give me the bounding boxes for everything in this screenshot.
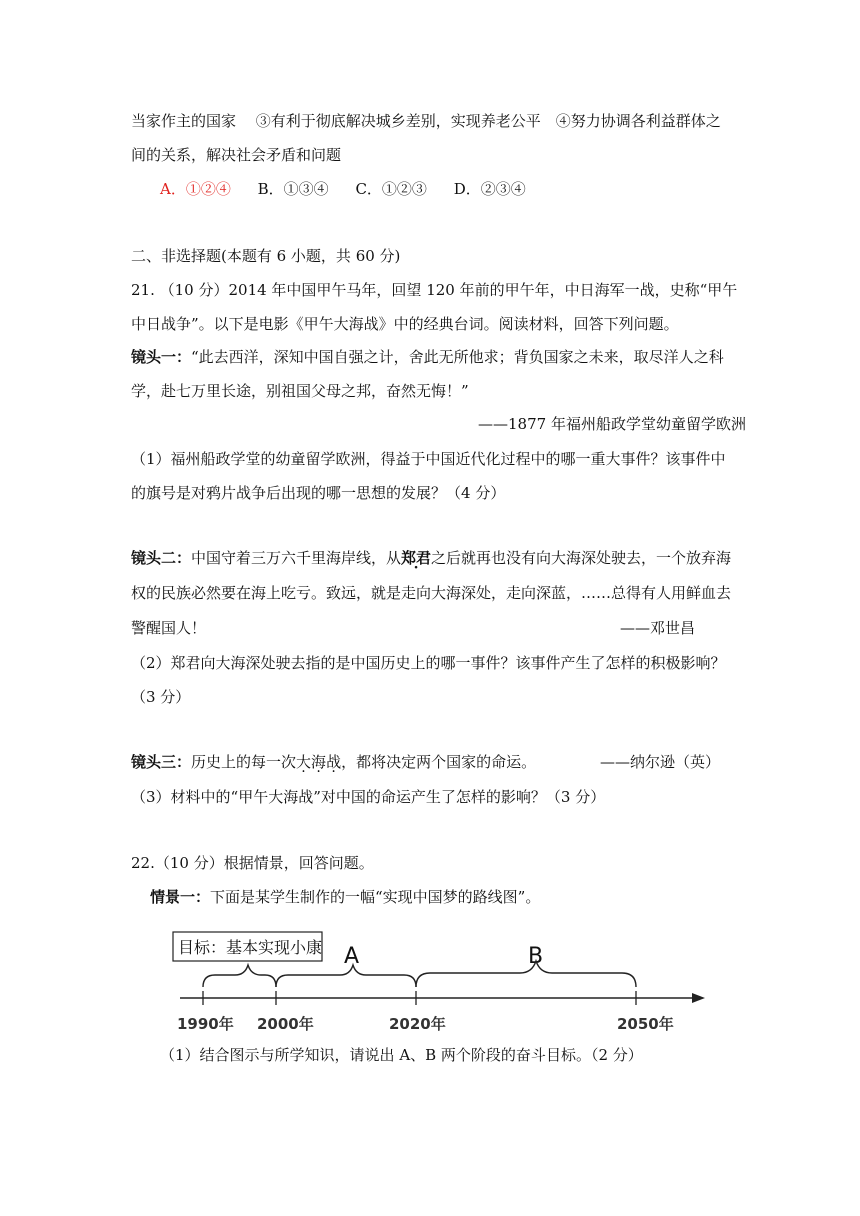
year-2050: 2050年 bbox=[617, 1015, 674, 1033]
option-a: A．①②④ bbox=[160, 180, 231, 198]
shot1-line1 bbox=[131, 347, 724, 367]
emph-char-2: 海 bbox=[311, 753, 327, 771]
shot1-source: ——1877 年福州船政学堂幼童留学欧洲 bbox=[478, 415, 746, 433]
shot2-line2: 权的民族必然要在海上吃亏。致远，就是走向大海深处，走向深蓝，……总得有人用鲜血去 bbox=[131, 584, 732, 602]
q22-sub1-line: （1）结合图示与所学知识，请说出 A、B 两个阶段的奋斗目标。（2 分） bbox=[160, 1046, 643, 1064]
q21-intro-line1: 21. （10 分）2014 年中国甲午马年，回望 120 年前的甲午年，中日海军一战，史称“甲午 bbox=[131, 281, 738, 299]
shot2-text1b: 之后就再也没有向大海深处驶去，一个放弃海 bbox=[431, 549, 732, 567]
shot2-source: ——邓世昌 bbox=[620, 619, 696, 637]
shot3-label: 镜头三： bbox=[131, 753, 192, 771]
prev-question-line1: 当家作主的国家 ③有利于彻底解决城乡差别，实现养老公平 ④努力协调各利益群体之 bbox=[131, 112, 721, 130]
goal-box-text: 目标：基本实现小康 bbox=[178, 938, 323, 957]
answer-options bbox=[160, 179, 548, 199]
shot1-label: 镜头一： bbox=[131, 348, 192, 366]
scene1-line bbox=[150, 887, 540, 907]
shot2-text1a: 中国守着三万六千里海岸线，从 bbox=[191, 549, 402, 567]
roadmap-diagram bbox=[160, 925, 720, 1045]
emph-char-1: 大 bbox=[296, 753, 312, 771]
q21-sub2-line2: （3 分） bbox=[131, 688, 191, 706]
year-2000: 2000年 bbox=[257, 1015, 314, 1033]
shot3-source: ——纳尔逊（英） bbox=[600, 753, 721, 771]
year-1990: 1990年 bbox=[177, 1015, 234, 1033]
year-2020: 2020年 bbox=[389, 1015, 446, 1033]
shot2-line3: 警醒国人！ bbox=[131, 619, 207, 637]
label-a: A bbox=[344, 944, 360, 969]
q21-sub2-line1: （2）郑君向大海深处驶去指的是中国历史上的哪一事件？该事件产生了怎样的积极影响？ bbox=[131, 654, 726, 672]
option-c: C．①②③ bbox=[355, 180, 427, 198]
q21-sub1-line1: （1）福州船政学堂的幼童留学欧洲，得益于中国近代化过程中的哪一重大事件？该事件中 bbox=[131, 450, 726, 468]
brace-1990-2000 bbox=[203, 965, 276, 987]
prev-question-line2: 间的关系，解决社会矛盾和问题 bbox=[131, 146, 342, 164]
timeline-arrow bbox=[692, 993, 705, 1003]
shot3-text-b: ，都将决定两个国家的命运。 bbox=[341, 753, 537, 771]
shot1-text1: “此去西洋，深知中国自强之计，舍此无所他求；背负国家之未来，取尽洋人之科 bbox=[191, 348, 724, 366]
q21-intro-line2: 中日战争”。以下是电影《甲午大海战》中的经典台词。阅读材料，回答下列问题。 bbox=[131, 315, 679, 333]
q21-sub3-line: （3）材料中的“甲午大海战”对中国的命运产生了怎样的影响？（3 分） bbox=[131, 788, 606, 806]
brace-2020-2050 bbox=[416, 961, 636, 987]
option-d: D．②③④ bbox=[453, 180, 526, 198]
dotted-emphasis bbox=[296, 753, 341, 771]
shot2-line1 bbox=[131, 548, 731, 568]
zhengjun-emphasis: 郑君 bbox=[401, 549, 432, 567]
shot2-label: 镜头二： bbox=[131, 549, 192, 567]
option-b: B．①③④ bbox=[257, 180, 329, 198]
scene1-label: 情景一： bbox=[150, 888, 211, 906]
q21-sub1-line2: 的旗号是对鸦片战争后出现的哪一思想的发展？（4 分） bbox=[131, 484, 506, 502]
label-b: B bbox=[528, 944, 544, 969]
section-title: 二、非选择题(本题有 6 小题，共 60 分) bbox=[131, 247, 401, 265]
shot3-text-a: 历史上的每一次 bbox=[191, 753, 297, 771]
shot1-line2: 学，赴七万里长途，别祖国父母之邦，奋然无悔！” bbox=[131, 382, 469, 400]
scene1-text: 下面是某学生制作的一幅“实现中国梦的路线图”。 bbox=[210, 888, 541, 906]
shot3-line bbox=[131, 752, 536, 772]
emph-char-3: 战 bbox=[326, 753, 342, 771]
q22-intro: 22.（10 分）根据情景，回答问题。 bbox=[131, 854, 374, 872]
